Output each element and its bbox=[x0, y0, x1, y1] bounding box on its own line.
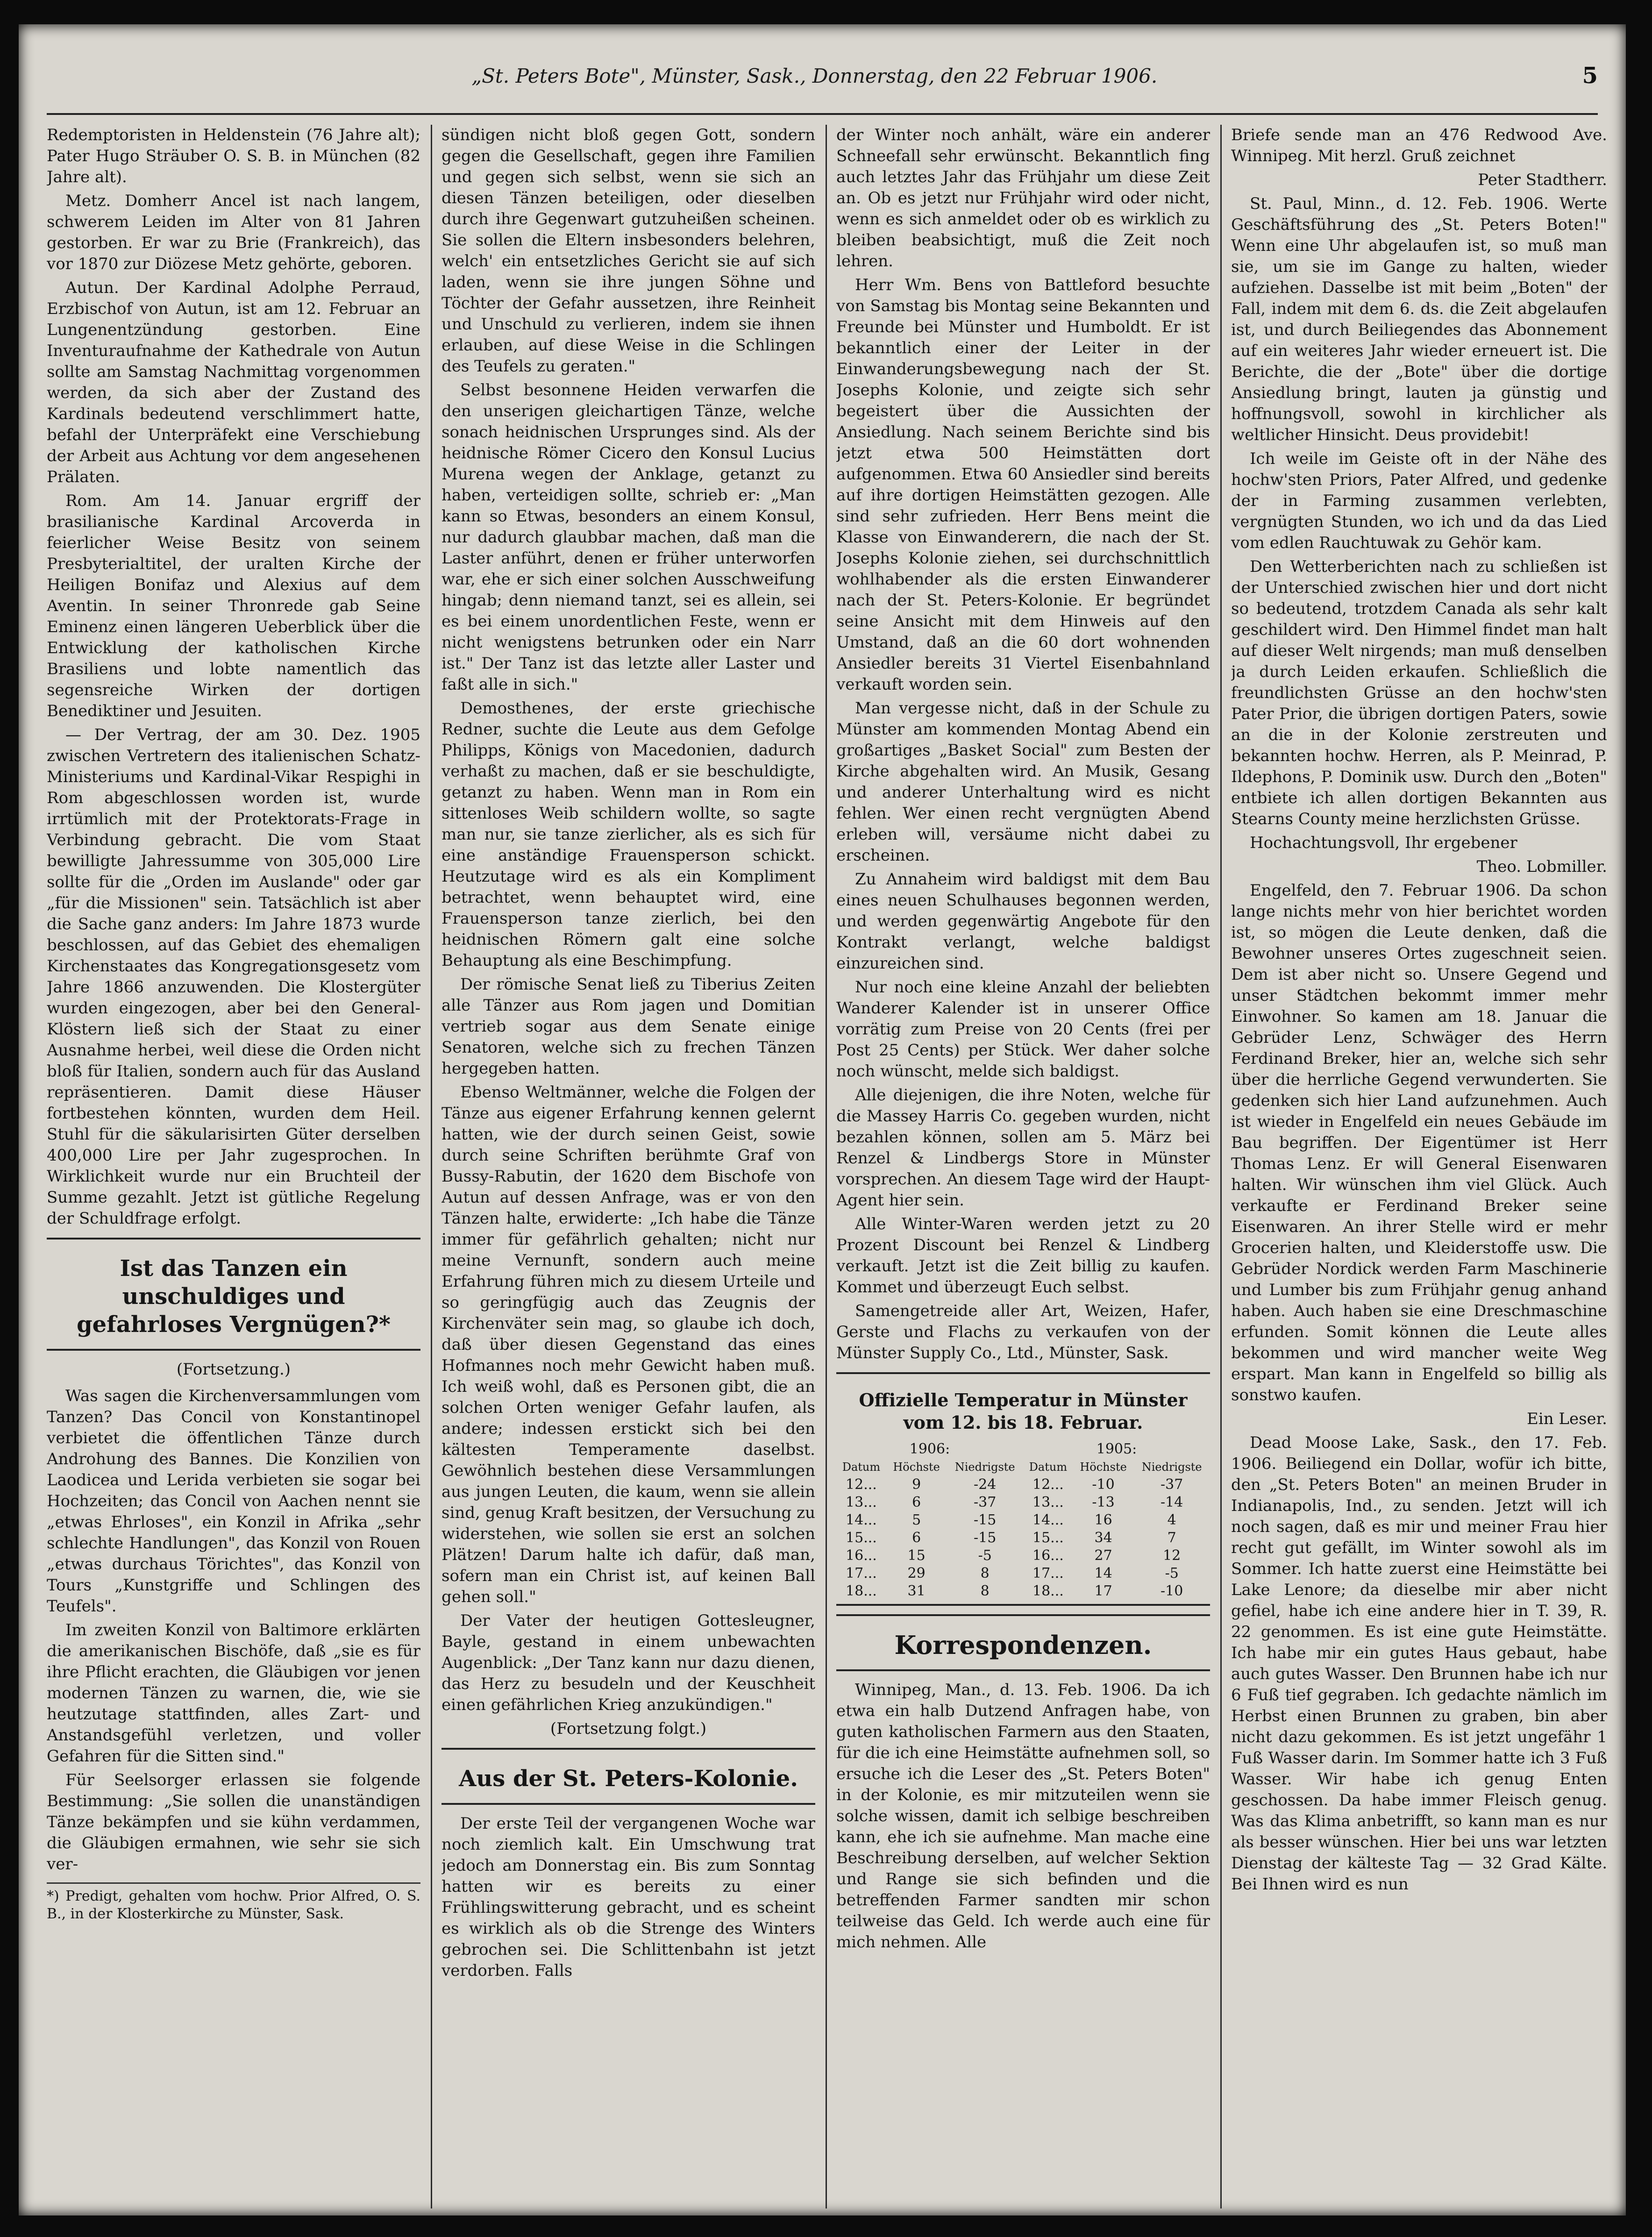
column-rule bbox=[1220, 125, 1222, 2209]
temperature-cell: 7 bbox=[1167, 1530, 1176, 1546]
temperature-cell: -37 bbox=[974, 1494, 997, 1510]
temperature-cell: -10 bbox=[1161, 1583, 1183, 1599]
temperature-table bbox=[836, 1440, 1210, 1600]
column-rule bbox=[431, 125, 432, 2209]
page-number: 5 bbox=[1582, 63, 1598, 89]
article-heading-box bbox=[47, 1238, 420, 1351]
temperature-cell: 34 bbox=[1094, 1530, 1112, 1546]
year-1905: 1905: bbox=[1096, 1441, 1137, 1457]
paragraph: Samengetreide aller Art, Weizen, Hafer, Gerste und Flachs zu verkaufen von der Münster Supply Co., Ltd., Münster, Sask. bbox=[836, 1302, 1210, 1362]
paragraph: Rom. Am 14. Januar ergriff der brasilianische Kardinal Arcoverda in feierlicher Weise Besitz von seinem Presbyterialtitel, der uralten Kirche der Heiligen Bonifaz und Alexius auf dem Aventin. In seiner Thronrede gab Seine Eminenz einen längeren Ueberblick über die Entwicklung der katholischen Kirche Brasiliens und lobte namentlich das segensreiche Wirken der dortigen Benediktiner und Jesuiten. bbox=[47, 492, 420, 720]
column-rule bbox=[826, 125, 827, 2209]
paragraph: Ebenso Weltmänner, welche die Folgen der Tänze aus eigener Erfahrung kennen gelernt hatten, wie der durch seinen Geist, sowie durch seine Schriften berühmte Graf von Bussy-Rabutin, der 1620 dem Bischofe von Autun auf dessen Anfrage, was er von den Tänzen halte, erwiderte: „Ich habe die Tänze immer für gefährlich gehalten; nicht nur meine Vernunft, sondern auch meine Erfahrung führen mich zu diesem Urteile und so geringfügig auch das Zeugnis der Kirchenväter sein mag, so glaube ich doch, daß über diesen Gegenstand das eines Hofmannes noch mehr Gewicht haben muß. Ich weiß wohl, daß es Personen gibt, die an solchen Orten weniger Gefahr laufen, als andere; indessen erstickt sich bei den kältesten Temperamente daselbst. Gewöhnlich bestehen diese Versammlungen aus jungen Leuten, die kaum, wenn sie allein sind, genug Kraft besitzen, der Versuchung zu widerstehen, wie sollen sie erst an solchen Plätzen! Darum halte ich dafür, daß man, sofern man ein Christ ist, auf keinen Ball gehen soll." bbox=[441, 1083, 815, 1606]
col-header: Niedrigste bbox=[954, 1460, 1015, 1474]
temperature-row bbox=[836, 1511, 1210, 1529]
article-subtitle: (Fortsetzung.) bbox=[176, 1360, 291, 1379]
section-heading-box bbox=[441, 1748, 815, 1805]
paragraph: Autun. Der Kardinal Adolphe Perraud, Erzbischof von Autun, ist am 12. Februar an Lungenentzündung gestorben. Eine Inventuraufnahme der Kathedrale von Autun sollte am Samstag Nachmittag vorgenommen werden, da sich aber der Zustand des Kardinals bedeutend verschlimmert hatte, befahl der Unterpräfekt eine Verschiebung der Arbeit aus Achtung vor dem angesehenen Prälaten. bbox=[47, 278, 420, 486]
temperature-cell: -15 bbox=[974, 1530, 997, 1546]
paragraph: Für Seelsorger erlassen sie folgende Bestimmung: „Sie sollen die unanständigen Tänze bekämpfen und sie kühn verdammen, die Gläubigen ermahnen, wie sehr sie sich ver- bbox=[47, 1771, 420, 1874]
col-header: Höchste bbox=[893, 1460, 940, 1474]
paragraph: Im zweiten Konzil von Baltimore erklärten die amerikanischen Bischöfe, daß „sie es für ihre Pflicht erachten, die Gläubigen vor jenen modernen Tänzen zu warnen, die, wie sie heutzutage stattfinden, alles Zart- und Anstandsgefühl verletzen, und voller Gefahren für die Sitten sind." bbox=[47, 1621, 420, 1766]
paragraph: Ich weile im Geiste oft in der Nähe des hochw'sten Priors, Pater Alfred, und gedenke der in Farming zusammen verlebten, vergnügten Stunden, wo ich und da das Lied vom edlen Rauchtuwak zu Gehör kam. bbox=[1231, 449, 1607, 552]
temperature-cell: 16 bbox=[1094, 1512, 1112, 1528]
year-1906: 1906: bbox=[909, 1441, 950, 1457]
temperature-cell: 12... bbox=[846, 1476, 877, 1493]
paragraph: der Winter noch anhält, wäre ein anderer Schneefall sehr erwünscht. Bekanntlich fing auch letztes Jahr das Frühjahr um diese Zeit an. Ob es jetzt nur Frühjahr wird oder nicht, wenn es sich anmeldet oder ob es wirklich zu bleiben beabsichtigt, muß die Zeit noch lehren. bbox=[836, 126, 1210, 271]
col-header: Höchste bbox=[1080, 1460, 1127, 1474]
paragraph: Den Wetterberichten nach zu schließen ist der Unterschied zwischen hier und dort nicht so bedeutend, trotzdem Canada als sehr kalt geschildert wird. Den Himmel findet man halt auf dieser Welt nirgends; man muß denselben ja durch Leiden erkaufen. Schließlich die freundlichsten Grüsse an den hochw'sten Pater Prior, die übrigen dortigen Paters, sowie an die in der Kolonie zerstreuten und bekannten hochw. Herren, als P. Meinrad, P. Ildephons, P. Dominik usw. Durch den „Boten" entbiete ich allen dortigen Bekannten aus Stearns County meine herzlichsten Grüsse. bbox=[1231, 557, 1607, 828]
column-3 bbox=[836, 125, 1210, 2209]
paragraph: Der erste Teil der vergangenen Woche war noch ziemlich kalt. Ein Umschwung trat jedoch am Donnerstag ein. Bis zum Sonntag hatten wir es bereits zu einer Frühlingswitterung gebracht, und es scheint es wirklich als ob die Strenge des Winters gebrochen sei. Die Schlittenbahn ist jetzt verdorben. Falls bbox=[441, 1814, 815, 1980]
paragraph: Der Vater der heutigen Gottesleugner, Bayle, gestand in einem unbewachten Augenblick: „Der Tanz kann nur dazu dienen, das Herz zu besudeln und der Keuschheit einen gefährlichen Krieg anzukündigen." bbox=[441, 1611, 815, 1714]
temperature-cell: 18... bbox=[846, 1583, 877, 1599]
temperature-row bbox=[836, 1529, 1210, 1547]
paragraph: Redemptoristen in Heldenstein (76 Jahre alt); Pater Hugo Sträuber O. S. B. in München (82 Jahre alt). bbox=[47, 126, 420, 186]
temperature-cell: 12 bbox=[1163, 1547, 1181, 1564]
column-1 bbox=[47, 125, 420, 2209]
article-title: Ist das Tanzen ein unschuldiges und gefahrloses Vergnügen?* bbox=[77, 1255, 391, 1338]
temperature-cell: -24 bbox=[974, 1476, 997, 1493]
section-heading-box bbox=[836, 1614, 1210, 1671]
temperature-rows bbox=[836, 1476, 1210, 1600]
temperature-cell: 17... bbox=[846, 1565, 877, 1582]
temperature-cell: 14... bbox=[846, 1512, 877, 1528]
temperature-cell: 16... bbox=[1032, 1547, 1064, 1564]
temperature-row bbox=[836, 1476, 1210, 1494]
temperature-box bbox=[836, 1372, 1210, 1606]
temperature-cell: 12... bbox=[1032, 1476, 1064, 1493]
paragraph: Hochachtungsvoll, Ihr ergebener bbox=[1250, 834, 1517, 852]
temperature-cell: 15... bbox=[846, 1530, 877, 1546]
column-4 bbox=[1231, 125, 1607, 2209]
temperature-title: Offizielle Temperatur in Münster vom 12. bis 18. Februar. bbox=[859, 1389, 1188, 1433]
paragraph: sündigen nicht bloß gegen Gott, sondern gegen die Gesellschaft, gegen ihre Familien und gegen sich selbst, wenn sie sich an diesen Tänzen beteiligen, oder dieselben durch ihre Gegenwart gutzuheißen scheinen. Sie sollen die Eltern insbesonders belehren, welch' ein entsetzliches Gericht sie auf sich laden, wenn sie ihre jungen Söhne und Töchter der Gefahr aussetzen, ihre Reinheit und Unschuld zu verlieren, indem sie ihnen erlauben, auf diese Weise in die Schlingen des Teufels zu geraten." bbox=[441, 126, 815, 376]
paragraph: Briefe sende man an 476 Redwood Ave. Winnipeg. Mit herzl. Gruß zeichnet bbox=[1231, 126, 1607, 165]
temperature-cell: -13 bbox=[1092, 1494, 1115, 1510]
temperature-cell: 14... bbox=[1032, 1512, 1064, 1528]
temperature-cell: 18... bbox=[1032, 1583, 1064, 1599]
temperature-cell: -15 bbox=[974, 1512, 997, 1528]
temperature-cell: 31 bbox=[907, 1583, 926, 1599]
temperature-cell: 17 bbox=[1094, 1583, 1112, 1599]
temperature-row bbox=[836, 1565, 1210, 1582]
paragraph: Zu Annaheim wird baldigst mit dem Bau eines neuen Schulhauses begonnen werden, und werden gegenwärtig Angebote für den Kontrakt verlangt, welche baldigst einzureichen sind. bbox=[836, 870, 1210, 973]
signature: Peter Stadtherr. bbox=[1478, 171, 1607, 189]
columns bbox=[47, 125, 1607, 2209]
temperature-cell: 15... bbox=[1032, 1530, 1064, 1546]
temperature-cell: 13... bbox=[846, 1494, 877, 1510]
temperature-cell: 15 bbox=[907, 1547, 926, 1564]
masthead-line: „St. Peters Bote", Münster, Sask., Donnerstag, den 22 Februar 1906. bbox=[471, 64, 1158, 87]
temperature-cell: 17... bbox=[1032, 1565, 1064, 1582]
paragraph: Dead Moose Lake, Sask., den 17. Feb. 1906. Beiliegend ein Dollar, wofür ich bitte, den „St. Peters Boten" an meinen Bruder in Indianapolis, Ind., zu senden. Jetzt will ich noch sagen, daß es mir und meiner Frau hier recht gut gefällt, im Winter sowohl als im Sommer. Ich hatte zuerst eine Heimstätte bei Lake Lenore; da dieselbe mir aber nicht gefiel, habe ich eine andere hier in T. 39, R. 22 genommen. Es ist eine gute Heimstätte. Ich habe mir ein gutes Haus gebaut, habe auch gutes Wasser. Den Brunnen habe ich nur 6 Fuß tief gegraben. Ich gedachte nämlich im Herbst einen Brunnen zu graben, bin aber nicht dazu gekommen. Es ist jetzt ungefähr 1 Fuß Wasser darin. Im Sommer hatte ich 3 Fuß Wasser. Wir habe ich genug Enten geschossen. Da habe immer Fleisch genug. Was das Klima anbetrifft, so kann man es nur als besser wünschen. Hier bei uns war letzten Dienstag der kälteste Tag — 32 Grad Kälte. Bei Ihnen wird es nun bbox=[1231, 1433, 1607, 1894]
col-header: Niedrigste bbox=[1141, 1460, 1202, 1474]
temperature-cell: -37 bbox=[1161, 1476, 1183, 1493]
signature: Ein Leser. bbox=[1527, 1410, 1607, 1428]
temperature-cell: 16... bbox=[846, 1547, 877, 1564]
temperature-cell: 6 bbox=[912, 1494, 921, 1510]
temperature-cell: 8 bbox=[980, 1583, 990, 1599]
continuation-note: (Fortsetzung folgt.) bbox=[550, 1719, 707, 1738]
column-2 bbox=[441, 125, 815, 2209]
paragraph: St. Paul, Minn., d. 12. Feb. 1906. Werte Geschäftsführung des „St. Peters Boten!" Wenn eine Uhr abgelaufen ist, so muß man sie, um sie im Gange zu halten, wieder aufziehen. Dasselbe ist mit beim „Boten" der Fall, indem mit dem 6. ds. die Zeit abgelaufen ist, und durch Beiliegendes das Abonnement auf ein weiteres Jahr wieder erneuert ist. Die Berichte, die der „Bote" über die dortige Ansiedlung bringt, lauten ja günstig und hoffnungsvoll, sowohl in kirchlicher als weltlicher Hinsicht. Deus providebit! bbox=[1231, 194, 1607, 444]
temperature-cell: -14 bbox=[1161, 1494, 1183, 1510]
temperature-cell: -10 bbox=[1092, 1476, 1115, 1493]
paragraph: Selbst besonnene Heiden verwarfen die den unserigen gleichartigen Tänze, welche sonach heidnischen Ursprunges sind. Als der heidnische Römer Cicero den Konsul Lucius Murena wegen der Anklage, getanzt zu haben, verteidigen sollte, schrieb er: „Man kann so Etwas, besonders an einem Konsul, nur dadurch glaubbar machen, daß man die Laster anführt, denen er früher unterworfen war, ehe er sich einer solchen Ausschweifung hingab; denn niemand tanzt, sei es allein, sei es bei einem unordentlichen Feste, wenn er nicht wenigstens betrunken oder ein Narr ist." Der Tanz ist das letzte aller Laster und faßt alle in sich." bbox=[441, 381, 815, 694]
temperature-cell: -5 bbox=[1165, 1565, 1179, 1582]
paragraph: Alle diejenigen, die ihre Noten, welche für die Massey Harris Co. gegeben wurden, nicht bezahlen können, sollen am 5. März bei Renzel & Lindbergs Store in Münster vorsprechen. An diesem Tage wird der Haupt-Agent hier sein. bbox=[836, 1086, 1210, 1210]
temperature-row bbox=[836, 1547, 1210, 1565]
paragraph: Engelfeld, den 7. Februar 1906. Da schon lange nichts mehr von hier berichtet worden ist, so mögen die Leute denken, daß die Bewohner unseres Ortes zugeschneit seien. Dem ist aber nicht so. Unsere Gegend und unser Städtchen bekommt immer mehr Einwohner. So kamen am 18. Januar die Gebrüder Lenz, Schwäger des Herrn Ferdinand Breker, hier an, welche sich sehr über die herrliche Gegend verwunderten. Sie gedenken sich hier Land aufzunehmen. Auch ist wieder in Engelfeld ein neues Gebäude im Bau begriffen. Der Eigentümer ist Herr Thomas Lenz. Er will General Eisenwaren halten. Wir wünschen ihm viel Glück. Auch verkaufte er Ferdinand Breker seine Eisenwaren. An ihrer Stelle wird er mehr Grocerien halten, und Kleiderstoffe usw. Die Gebrüder Nordick werden Farm Maschinerie und Lumber bis zum Frühjahr genug anhand haben. Auch haben sie eine Dreschmaschine erfunden. Somit können die Leute alles bekommen und wird mancher weite Weg erspart. Man kann in Engelfeld so billig als sonstwo kaufen. bbox=[1231, 881, 1607, 1404]
paragraph: Man vergesse nicht, daß in der Schule zu Münster am kommenden Montag Abend ein großartiges „Basket Social" zum Besten der Kirche abgehalten wird. An Musik, Gesang und anderer Unterhaltung wird es nicht fehlen. Wer einen recht vergnügten Abend erleben will, versäume nicht dabei zu erscheinen. bbox=[836, 699, 1210, 865]
paragraph: Herr Wm. Bens von Battleford besuchte von Samstag bis Montag seine Bekannten und Freunde bei Münster und Humboldt. Er ist bekanntlich einer der Leiter in der Einwanderungsbewegung nach der St. Josephs Kolonie, und zeigte sich sehr begeistert über die Aussichten der Ansiedlung. Nach seinem Berichte sind bis jetzt etwa 500 Heimstätten dort aufgenommen. Etwa 60 Ansiedler sind bereits auf ihre dortigen Heimstätten gezogen. Alle sind sehr zufrieden. Herr Bens meint die Klasse von Einwanderern, die nach der St. Josephs Kolonie ziehen, sei durchschnittlich wohlhabender als die ersten Einwanderer nach der St. Peters-Kolonie. Er begründet seine Ansicht mit dem Hinweis auf den Umstand, daß an die 60 dort wohnenden Ansiedler bereits 31 Viertel Eisenbahnland verkauft worden sein. bbox=[836, 276, 1210, 694]
temperature-cell: 13... bbox=[1032, 1494, 1064, 1510]
newspaper-page bbox=[19, 24, 1626, 2216]
temperature-row bbox=[836, 1582, 1210, 1600]
paragraph: Nur noch eine kleine Anzahl der beliebten Wanderer Kalender ist in unserer Office vorrätig zum Preise von 20 Cents (frei per Post 25 Cents) per Stück. Wer daher solche noch wünscht, melde sich baldigst. bbox=[836, 978, 1210, 1081]
footnote: *) Predigt, gehalten vom hochw. Prior Alfred, O. S. B., in der Klosterkirche zu Münster, Sask. bbox=[47, 1882, 420, 1923]
temperature-cell: 6 bbox=[912, 1530, 921, 1546]
temperature-cell: 27 bbox=[1094, 1547, 1112, 1564]
paragraph: Metz. Domherr Ancel ist nach langem, schwerem Leiden im Alter von 81 Jahren gestorben. Er war zu Brie (Frankreich), das vor 1870 zur Diözese Metz gehörte, geboren. bbox=[47, 192, 420, 273]
temperature-cell: 5 bbox=[912, 1512, 921, 1528]
paragraph: Alle Winter-Waren werden jetzt zu 20 Prozent Discount bei Renzel & Lindberg verkauft. Jetzt ist die Zeit billig zu kaufen. Kommet und überzeugt Euch selbst. bbox=[836, 1215, 1210, 1297]
paragraph: Demosthenes, der erste griechische Redner, suchte die Leute aus dem Gefolge Philipps, Königs von Macedonien, dadurch verhaßt zu machen, daß er sie beschuldigte, getanzt zu haben. Wenn man in Rom ein sittenloses Weib schildern wollte, so sagte man nur, sie tanze zierlicher, als es sich für eine anständige Frauensperson schickt. Heutzutage wird es als ein Kompliment betrachtet, wenn behauptet wird, eine Frauensperson tanze zierlich, bei den heidnischen Römern galt eine solche Behauptung als eine Beschimpfung. bbox=[441, 699, 815, 970]
paragraph: Was sagen die Kirchenversammlungen vom Tanzen? Das Concil von Konstantinopel verbietet die öffentlichen Tänze durch Androhung des Bannes. Die Konzilien von Laodicea und Lerida verbieten sie sogar bei Hochzeiten; das Concil von Aachen nennt sie „etwas Ehrloses", ein Konzil in Afrika „sehr schlechte Handlungen", das Konzil von Rouen „etwas durchaus Törichtes", das Konzil von Tours „Kunstgriffe und Schlingen des Teufels". bbox=[47, 1387, 420, 1616]
temperature-cell: 8 bbox=[980, 1565, 990, 1582]
temperature-cell: 4 bbox=[1167, 1512, 1176, 1528]
temperature-cell: 29 bbox=[907, 1565, 926, 1582]
temperature-cell: 14 bbox=[1094, 1565, 1112, 1582]
signature: Theo. Lobmiller. bbox=[1476, 857, 1607, 876]
temperature-cell: -5 bbox=[978, 1547, 992, 1564]
paragraph: — Der Vertrag, der am 30. Dez. 1905 zwischen Vertretern des italienischen Schatz-Ministeriums und Kardinal-Vikar Respighi in Rom abgeschlossen worden ist, wurde irrtümlich mit der Protektorats-Frage in Verbindung gebracht. Die vom Staat bewilligte Jahressumme von 305,000 Lire sollte für die „Orden im Auslande" oder gar „für die Missionen" sein. Tatsächlich ist aber die Sache ganz anders: Im Jahre 1873 wurde beschlossen, auf das Gebiet des ehemaligen Kirchenstaates das Kongregationsgesetz vom Jahre 1866 anzuwenden. Die Klostergüter wurden eingezogen, aber bei den General-Klöstern ließ sich der Staat zu einer Ausnahme herbei, weil diese die Orden nicht bloß für Italien, sondern auch für das Ausland repräsentieren. Damit diese Häuser fortbestehen könnten, wurden dem Heil. Stuhl für die säkularisirten Güter derselben 400,000 Lire per Jahr zugesprochen. In Wirklichkeit wurde nur ein Bruchteil der Summe gezahlt. Jetzt ist gütliche Regelung der Schuldfrage erfolgt. bbox=[47, 726, 420, 1228]
paragraph: Der römische Senat ließ zu Tiberius Zeiten alle Tänzer aus Rom jagen und Domitian vertrieb sogar aus dem Senate einige Senatoren, welche sich zu frechen Tänzen hergegeben hatten. bbox=[441, 975, 815, 1078]
section-title: Aus der St. Peters-Kolonie. bbox=[459, 1766, 798, 1792]
temperature-row bbox=[836, 1494, 1210, 1511]
paragraph: Winnipeg, Man., d. 13. Feb. 1906. Da ich etwa ein halb Dutzend Anfragen habe, von guten katholischen Farmern aus den Staaten, für die ich eine Heimstätte aufnehmen soll, so ersuche ich die Leser des „St. Peters Boten" in der Kolonie, es mir mitzuteilen wenn sie solche wissen, damit ich selbige beschreiben kann, ehe ich sie aufnehme. Man mache eine Beschreibung derselben, auf welcher Sektion und Range sie sich befinden und die betreffenden Farmer sandten mir schon teilweise das Geld. Ich werde auch eine für mich nehmen. Alle bbox=[836, 1681, 1210, 1952]
page-header bbox=[47, 38, 1598, 115]
col-header: Datum bbox=[842, 1460, 881, 1474]
section-title: Korrespondenzen. bbox=[894, 1630, 1152, 1660]
temperature-cell: 9 bbox=[912, 1476, 921, 1493]
col-header: Datum bbox=[1029, 1460, 1068, 1474]
